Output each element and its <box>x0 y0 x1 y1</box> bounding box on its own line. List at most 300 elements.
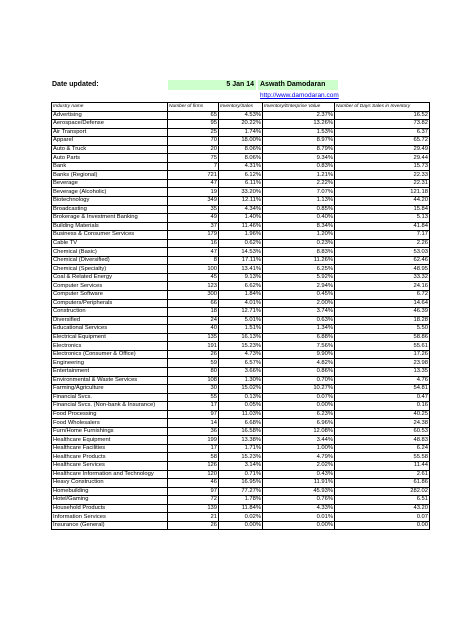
industry-cell[interactable]: Food Processing <box>52 410 168 419</box>
table-row <box>52 393 430 402</box>
days-sales-cell[interactable]: 33.32 <box>335 273 430 282</box>
inventory-sales-cell[interactable]: 33.20% <box>219 188 263 197</box>
days-sales-cell[interactable]: 61.86 <box>335 479 430 488</box>
table-row <box>52 376 430 385</box>
table-row <box>52 350 430 359</box>
industry-cell[interactable]: Educational Services <box>52 325 168 334</box>
inventory-sales-cell[interactable]: 1.71% <box>219 444 263 453</box>
table-row <box>52 111 430 120</box>
firms-cell[interactable]: 8 <box>168 256 219 265</box>
firms-cell[interactable]: 7 <box>168 162 219 171</box>
days-sales-cell[interactable]: 22.33 <box>335 171 430 180</box>
days-sales-cell[interactable]: 7.17 <box>335 231 430 240</box>
inventory-ev-cell[interactable]: 11.26% <box>263 256 335 265</box>
inventory-ev-cell[interactable]: 2.02% <box>263 461 335 470</box>
inventory-sales-cell[interactable]: 1.96% <box>219 231 263 240</box>
inventory-sales-cell[interactable]: 0.02% <box>219 513 263 522</box>
inventory-sales-cell[interactable]: 1.78% <box>219 496 263 505</box>
firms-cell[interactable]: 300 <box>168 291 219 300</box>
date-value-cell[interactable]: 5 Jan 14 <box>168 80 256 90</box>
inventory-sales-cell[interactable]: 11.84% <box>219 504 263 513</box>
days-sales-cell[interactable]: 2.61 <box>335 470 430 479</box>
days-sales-cell[interactable]: 54.81 <box>335 385 430 394</box>
industry-cell[interactable]: Financial Svcs. (Non-bank & Insurance) <box>52 402 168 411</box>
industry-cell[interactable]: Business & Consumer Services <box>52 231 168 240</box>
days-sales-cell[interactable]: 48.95 <box>335 265 430 274</box>
industry-cell[interactable]: Homebuilding <box>52 487 168 496</box>
industry-cell[interactable]: Beverage (Alcoholic) <box>52 188 168 197</box>
firms-cell[interactable]: 26 <box>168 521 219 530</box>
table-row <box>52 145 430 154</box>
industry-cell[interactable]: Biotechnology <box>52 197 168 206</box>
industry-cell[interactable]: Advertising <box>52 111 168 120</box>
firms-cell[interactable]: 17 <box>168 444 219 453</box>
table-row <box>52 470 430 479</box>
inventory-sales-cell[interactable]: 77.27% <box>219 487 263 496</box>
inventory-sales-cell[interactable]: 4.01% <box>219 299 263 308</box>
firms-cell[interactable]: 97 <box>168 410 219 419</box>
days-sales-cell[interactable]: 15.84 <box>335 205 430 214</box>
firms-cell[interactable]: 120 <box>168 470 219 479</box>
inventory-ev-cell[interactable]: 8.34% <box>263 222 335 231</box>
inventory-sales-cell[interactable]: 20.22% <box>219 120 263 129</box>
days-sales-cell[interactable]: 18.28 <box>335 316 430 325</box>
firms-cell[interactable]: 75 <box>168 154 219 163</box>
table-body <box>52 111 430 530</box>
col-header-inventory-ev: Inventory/Enterprise Value <box>263 103 335 112</box>
inventory-ev-cell[interactable]: 0.76% <box>263 496 335 505</box>
days-sales-cell[interactable]: 16.52 <box>335 111 430 120</box>
industry-cell[interactable]: Electronics (Consumer & Office) <box>52 350 168 359</box>
industry-cell[interactable]: Computers/Peripherals <box>52 299 168 308</box>
table-row <box>52 479 430 488</box>
days-sales-cell[interactable]: 2.26 <box>335 239 430 248</box>
inventory-sales-cell[interactable]: 1.40% <box>219 214 263 223</box>
firms-cell[interactable]: 24 <box>168 316 219 325</box>
days-sales-cell[interactable]: 6.37 <box>335 128 430 137</box>
days-sales-cell[interactable]: 55.61 <box>335 342 430 351</box>
table-row <box>52 402 430 411</box>
firms-cell[interactable]: 46 <box>168 479 219 488</box>
inventory-ev-cell[interactable]: 6.25% <box>263 265 335 274</box>
inventory-ev-cell[interactable]: 2.94% <box>263 282 335 291</box>
days-sales-cell[interactable]: 46.39 <box>335 308 430 317</box>
inventory-sales-cell[interactable]: 5.01% <box>219 316 263 325</box>
days-sales-cell[interactable]: 48.83 <box>335 436 430 445</box>
firms-cell[interactable]: 37 <box>168 222 219 231</box>
days-sales-cell[interactable]: 0.07 <box>335 513 430 522</box>
industry-cell[interactable]: Bank <box>52 162 168 171</box>
table-row <box>52 282 430 291</box>
inventory-sales-cell[interactable]: 12.71% <box>219 308 263 317</box>
industry-cell[interactable]: Environmental & Waste Services <box>52 376 168 385</box>
industry-cell[interactable]: Chemical (Specialty) <box>52 265 168 274</box>
days-sales-cell[interactable]: 24.16 <box>335 282 430 291</box>
days-sales-cell[interactable]: 15.73 <box>335 162 430 171</box>
table-row <box>52 128 430 137</box>
table-row <box>52 325 430 334</box>
table-row <box>52 256 430 265</box>
author-cell[interactable]: Aswath Damodaran <box>258 80 338 90</box>
days-sales-cell[interactable]: 6.24 <box>335 444 430 453</box>
inventory-ev-cell[interactable]: 0.43% <box>263 470 335 479</box>
days-sales-cell[interactable]: 17.26 <box>335 350 430 359</box>
inventory-ev-cell[interactable]: 0.83% <box>263 162 335 171</box>
days-sales-cell[interactable]: 0.47 <box>335 393 430 402</box>
inventory-sales-cell[interactable]: 15.23% <box>219 453 263 462</box>
date-label: Date updated: <box>52 81 99 88</box>
inventory-ev-cell[interactable]: 1.20% <box>263 231 335 240</box>
firms-cell[interactable]: 35 <box>168 205 219 214</box>
days-sales-cell[interactable]: 14.64 <box>335 299 430 308</box>
firms-cell[interactable]: 191 <box>168 342 219 351</box>
inventory-ev-cell[interactable]: 10.27% <box>263 385 335 394</box>
days-sales-cell[interactable]: 6.72 <box>335 291 430 300</box>
days-sales-cell[interactable]: 29.49 <box>335 145 430 154</box>
inventory-ev-cell[interactable]: 4.82% <box>263 359 335 368</box>
table-row <box>52 299 430 308</box>
inventory-ev-cell[interactable]: 5.92% <box>263 273 335 282</box>
table-row <box>52 179 430 188</box>
col-header-inventory-sales: Inventory/Sales <box>219 103 263 112</box>
industry-cell[interactable]: Broadcasting <box>52 205 168 214</box>
table-row <box>52 453 430 462</box>
inventory-sales-cell[interactable]: 6.12% <box>219 171 263 180</box>
inventory-sales-cell[interactable]: 11.46% <box>219 222 263 231</box>
firms-cell[interactable]: 14 <box>168 419 219 428</box>
inventory-ev-cell[interactable]: 1.53% <box>263 128 335 137</box>
days-sales-cell[interactable]: 24.38 <box>335 419 430 428</box>
industry-cell[interactable]: Air Transport <box>52 128 168 137</box>
industry-cell[interactable]: Entertainment <box>52 367 168 376</box>
inventory-sales-cell[interactable]: 16.58% <box>219 427 263 436</box>
inventory-ev-cell[interactable]: 0.70% <box>263 376 335 385</box>
table-row <box>52 496 430 505</box>
industry-cell[interactable]: Construction <box>52 308 168 317</box>
industry-cell[interactable]: Chemical (Diversified) <box>52 256 168 265</box>
industry-cell[interactable]: Chemical (Basic) <box>52 248 168 257</box>
table-row <box>52 248 430 257</box>
inventory-sales-cell[interactable]: 4.53% <box>219 111 263 120</box>
firms-cell[interactable]: 55 <box>168 393 219 402</box>
days-sales-cell[interactable]: 121.18 <box>335 188 430 197</box>
firms-cell[interactable]: 21 <box>168 513 219 522</box>
firms-cell[interactable]: 65 <box>168 111 219 120</box>
firms-cell[interactable]: 139 <box>168 504 219 513</box>
inventory-sales-cell[interactable]: 14.53% <box>219 248 263 257</box>
table-row <box>52 359 430 368</box>
table-row <box>52 436 430 445</box>
industry-cell[interactable]: Auto Parts <box>52 154 168 163</box>
firms-cell[interactable]: 179 <box>168 231 219 240</box>
table-row <box>52 162 430 171</box>
days-sales-cell[interactable]: 58.86 <box>335 333 430 342</box>
inventory-ev-cell[interactable]: 1.21% <box>263 171 335 180</box>
firms-cell[interactable]: 100 <box>168 265 219 274</box>
inventory-ev-cell[interactable]: 7.07% <box>263 188 335 197</box>
firms-cell[interactable]: 49 <box>168 214 219 223</box>
table-row <box>52 333 430 342</box>
table-row <box>52 154 430 163</box>
days-sales-cell[interactable]: 0.16 <box>335 402 430 411</box>
inventory-sales-cell[interactable]: 6.68% <box>219 419 263 428</box>
firms-cell[interactable]: 721 <box>168 171 219 180</box>
industry-cell[interactable]: Auto & Truck <box>52 145 168 154</box>
firms-cell[interactable]: 59 <box>168 359 219 368</box>
firms-cell[interactable]: 108 <box>168 376 219 385</box>
days-sales-cell[interactable]: 60.53 <box>335 427 430 436</box>
days-sales-cell[interactable]: 5.50 <box>335 325 430 334</box>
inventory-ev-cell[interactable]: 4.33% <box>263 504 335 513</box>
industry-cell[interactable]: Healthcare Information and Technology <box>52 470 168 479</box>
firms-cell[interactable]: 126 <box>168 461 219 470</box>
inventory-ev-cell[interactable]: 6.88% <box>263 333 335 342</box>
table-row <box>52 291 430 300</box>
days-sales-cell[interactable]: 4.76 <box>335 376 430 385</box>
inventory-sales-cell[interactable]: 13.38% <box>219 436 263 445</box>
industry-cell[interactable]: Information Services <box>52 513 168 522</box>
table-row <box>52 419 430 428</box>
inventory-sales-cell[interactable]: 0.13% <box>219 393 263 402</box>
inventory-ev-cell[interactable]: 8.97% <box>263 137 335 146</box>
inventory-ev-cell[interactable]: 13.26% <box>263 120 335 129</box>
author-url-link[interactable]: http://www.damodaran.com <box>260 92 339 99</box>
industry-cell[interactable]: Household Products <box>52 504 168 513</box>
inventory-ev-cell[interactable]: 0.63% <box>263 316 335 325</box>
days-sales-cell[interactable]: 62.46 <box>335 256 430 265</box>
inventory-sales-cell[interactable]: 15.23% <box>219 342 263 351</box>
table-row <box>52 231 430 240</box>
inventory-ev-cell[interactable]: 0.86% <box>263 367 335 376</box>
inventory-sales-cell[interactable]: 0.05% <box>219 402 263 411</box>
firms-cell[interactable]: 26 <box>168 350 219 359</box>
industry-cell[interactable]: Beverage <box>52 179 168 188</box>
industry-cell[interactable]: Brokerage & Investment Banking <box>52 214 168 223</box>
inventory-sales-cell[interactable]: 16.95% <box>219 479 263 488</box>
inventory-ev-cell[interactable]: 7.56% <box>263 342 335 351</box>
table-row <box>52 265 430 274</box>
firms-cell[interactable]: 40 <box>168 325 219 334</box>
firms-cell[interactable]: 95 <box>168 120 219 129</box>
firms-cell[interactable]: 16 <box>168 239 219 248</box>
inventory-ev-cell[interactable]: 0.40% <box>263 214 335 223</box>
firms-cell[interactable]: 349 <box>168 197 219 206</box>
inventory-sales-cell[interactable]: 6.11% <box>219 179 263 188</box>
inventory-ev-cell[interactable]: 2.37% <box>263 111 335 120</box>
industry-cell[interactable]: Computer Software <box>52 291 168 300</box>
inventory-sales-cell[interactable]: 1.30% <box>219 376 263 385</box>
inventory-ev-cell[interactable]: 0.01% <box>263 513 335 522</box>
inventory-ev-cell[interactable]: 1.00% <box>263 444 335 453</box>
inventory-ev-cell[interactable]: 8.83% <box>263 248 335 257</box>
days-sales-cell[interactable]: 43.20 <box>335 504 430 513</box>
firms-cell[interactable]: 58 <box>168 453 219 462</box>
industry-cell[interactable]: Financial Svcs. <box>52 393 168 402</box>
table-row <box>52 504 430 513</box>
inventory-ev-cell[interactable]: 0.45% <box>263 291 335 300</box>
col-header-industry: Industry name <box>52 103 168 112</box>
industry-cell[interactable]: Healthcare Services <box>52 461 168 470</box>
days-sales-cell[interactable]: 40.25 <box>335 410 430 419</box>
days-sales-cell[interactable]: 55.58 <box>335 453 430 462</box>
table-row <box>52 137 430 146</box>
industry-cell[interactable]: Banks (Regional) <box>52 171 168 180</box>
firms-cell[interactable]: 199 <box>168 436 219 445</box>
table-row <box>52 188 430 197</box>
inventory-ev-cell[interactable]: 3.44% <box>263 436 335 445</box>
inventory-sales-cell[interactable]: 1.51% <box>219 325 263 334</box>
days-sales-cell[interactable]: 53.03 <box>335 248 430 257</box>
table-row <box>52 120 430 129</box>
header-row <box>0 80 474 91</box>
col-header-days-sales: Number of Days Sales in Inventory <box>335 103 430 112</box>
inventory-ev-cell[interactable]: 8.79% <box>263 145 335 154</box>
inventory-sales-cell[interactable]: 11.03% <box>219 410 263 419</box>
days-sales-cell[interactable]: 29.44 <box>335 154 430 163</box>
days-sales-cell[interactable]: 44.20 <box>335 197 430 206</box>
industry-cell[interactable]: Farming/Agriculture <box>52 385 168 394</box>
inventory-sales-cell[interactable]: 8.06% <box>219 145 263 154</box>
industry-cell[interactable]: Cable TV <box>52 239 168 248</box>
table-row <box>52 316 430 325</box>
industry-cell[interactable]: Heavy Construction <box>52 479 168 488</box>
industry-cell[interactable]: Coal & Related Energy <box>52 273 168 282</box>
industry-cell[interactable]: Electronics <box>52 342 168 351</box>
table-row <box>52 214 430 223</box>
firms-cell[interactable]: 72 <box>168 496 219 505</box>
inventory-sales-cell[interactable]: 0.00% <box>219 521 263 530</box>
days-sales-cell[interactable]: 13.35 <box>335 367 430 376</box>
days-sales-cell[interactable]: 41.84 <box>335 222 430 231</box>
firms-cell[interactable]: 80 <box>168 367 219 376</box>
inventory-ev-cell[interactable]: 0.23% <box>263 239 335 248</box>
inventory-ev-cell[interactable]: 6.96% <box>263 419 335 428</box>
firms-cell[interactable]: 30 <box>168 385 219 394</box>
industry-cell[interactable]: Aerospace/Defense <box>52 120 168 129</box>
industry-cell[interactable]: Insurance (General) <box>52 521 168 530</box>
inventory-ev-cell[interactable]: 11.91% <box>263 479 335 488</box>
table-row <box>52 487 430 496</box>
table-row <box>52 197 430 206</box>
inventory-ev-cell[interactable]: 9.34% <box>263 154 335 163</box>
industry-cell[interactable]: Apparel <box>52 137 168 146</box>
industry-cell[interactable]: Furn/Home Furnishings <box>52 427 168 436</box>
firms-cell[interactable]: 20 <box>168 145 219 154</box>
industry-cell[interactable]: Healthcare Facilities <box>52 444 168 453</box>
industry-cell[interactable]: Computer Services <box>52 282 168 291</box>
table-row <box>52 513 430 522</box>
table-row <box>52 308 430 317</box>
inventory-ev-cell[interactable]: 1.13% <box>263 197 335 206</box>
firms-cell[interactable]: 18 <box>168 308 219 317</box>
days-sales-cell[interactable]: 6.51 <box>335 496 430 505</box>
days-sales-cell[interactable]: 73.82 <box>335 120 430 129</box>
industry-cell[interactable]: Hotel/Gaming <box>52 496 168 505</box>
days-sales-cell[interactable]: 282.02 <box>335 487 430 496</box>
firms-cell[interactable]: 135 <box>168 333 219 342</box>
industry-cell[interactable]: Electrical Equipment <box>52 333 168 342</box>
industry-cell[interactable]: Engineering <box>52 359 168 368</box>
table-row <box>52 461 430 470</box>
inventory-ev-cell[interactable]: 3.74% <box>263 308 335 317</box>
firms-cell[interactable]: 97 <box>168 487 219 496</box>
firms-cell[interactable]: 70 <box>168 137 219 146</box>
inventory-ev-cell[interactable]: 9.90% <box>263 350 335 359</box>
days-sales-cell[interactable]: 22.31 <box>335 179 430 188</box>
inventory-ev-cell[interactable]: 2.00% <box>263 299 335 308</box>
firms-cell[interactable]: 36 <box>168 427 219 436</box>
inventory-sales-cell[interactable]: 6.62% <box>219 282 263 291</box>
industry-cell[interactable]: Healthcare Products <box>52 453 168 462</box>
inventory-sales-cell[interactable]: 6.57% <box>219 359 263 368</box>
industry-cell[interactable]: Food Wholesalers <box>52 419 168 428</box>
inventory-sales-cell[interactable]: 13.41% <box>219 265 263 274</box>
inventory-ev-cell[interactable]: 6.23% <box>263 410 335 419</box>
firms-cell[interactable]: 25 <box>168 128 219 137</box>
firms-cell[interactable]: 17 <box>168 402 219 411</box>
days-sales-cell[interactable]: 65.72 <box>335 137 430 146</box>
inventory-sales-cell[interactable]: 4.31% <box>219 162 263 171</box>
inventory-sales-cell[interactable]: 0.71% <box>219 470 263 479</box>
industry-cell[interactable]: Building Materials <box>52 222 168 231</box>
firms-cell[interactable]: 45 <box>168 273 219 282</box>
table-row <box>52 385 430 394</box>
inventory-sales-cell[interactable]: 1.84% <box>219 291 263 300</box>
inventory-sales-cell[interactable]: 0.62% <box>219 239 263 248</box>
inventory-sales-cell[interactable]: 1.74% <box>219 128 263 137</box>
inventory-sales-cell[interactable]: 9.13% <box>219 273 263 282</box>
days-sales-cell[interactable]: 0.00 <box>335 521 430 530</box>
table-row <box>52 171 430 180</box>
inventory-sales-cell[interactable]: 16.13% <box>219 333 263 342</box>
inventory-ev-cell[interactable]: 0.00% <box>263 402 335 411</box>
inventory-sales-cell[interactable]: 3.66% <box>219 367 263 376</box>
industry-table <box>51 102 430 530</box>
inventory-ev-cell[interactable]: 1.34% <box>263 325 335 334</box>
inventory-sales-cell[interactable]: 18.00% <box>219 137 263 146</box>
inventory-ev-cell[interactable]: 12.08% <box>263 427 335 436</box>
inventory-sales-cell[interactable]: 8.06% <box>219 154 263 163</box>
table-row <box>52 342 430 351</box>
firms-cell[interactable]: 66 <box>168 299 219 308</box>
inventory-ev-cell[interactable]: 0.07% <box>263 393 335 402</box>
days-sales-cell[interactable]: 23.98 <box>335 359 430 368</box>
industry-cell[interactable]: Healthcare Equipment <box>52 436 168 445</box>
inventory-sales-cell[interactable]: 15.02% <box>219 385 263 394</box>
industry-cell[interactable]: Diversified <box>52 316 168 325</box>
inventory-ev-cell[interactable]: 0.85% <box>263 205 335 214</box>
table-row <box>52 444 430 453</box>
table-row <box>52 205 430 214</box>
inventory-sales-cell[interactable]: 3.14% <box>219 461 263 470</box>
inventory-ev-cell[interactable]: 0.00% <box>263 521 335 530</box>
inventory-ev-cell[interactable]: 45.93% <box>263 487 335 496</box>
firms-cell[interactable]: 123 <box>168 282 219 291</box>
days-sales-cell[interactable]: 11.44 <box>335 461 430 470</box>
firms-cell[interactable]: 47 <box>168 248 219 257</box>
days-sales-cell[interactable]: 5.13 <box>335 214 430 223</box>
firms-cell[interactable]: 47 <box>168 179 219 188</box>
inventory-sales-cell[interactable]: 12.11% <box>219 197 263 206</box>
table-row <box>52 239 430 248</box>
firms-cell[interactable]: 19 <box>168 188 219 197</box>
inventory-sales-cell[interactable]: 17.11% <box>219 256 263 265</box>
inventory-sales-cell[interactable]: 4.73% <box>219 350 263 359</box>
inventory-ev-cell[interactable]: 4.79% <box>263 453 335 462</box>
table-row <box>52 427 430 436</box>
inventory-sales-cell[interactable]: 4.34% <box>219 205 263 214</box>
inventory-ev-cell[interactable]: 2.22% <box>263 179 335 188</box>
